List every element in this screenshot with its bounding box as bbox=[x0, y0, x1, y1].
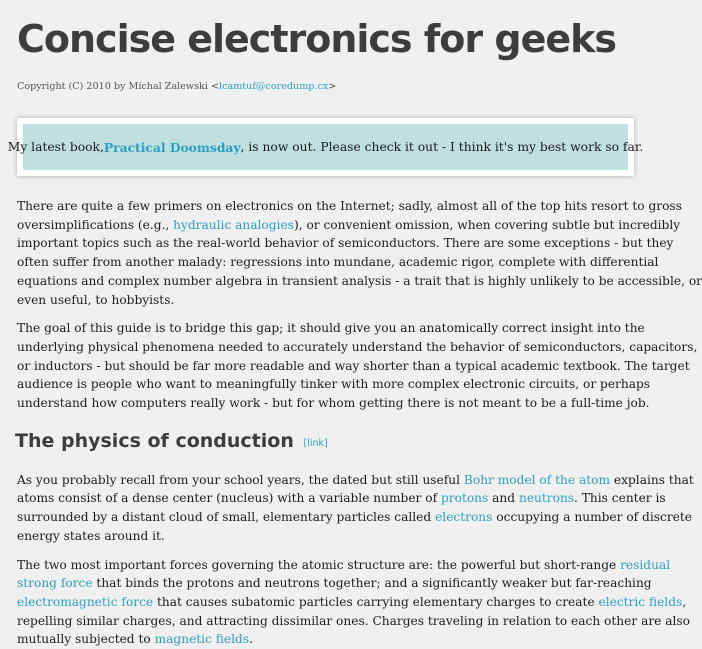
announcement-suffix: , is now out. Please check it out - I think it's my best work so far. bbox=[240, 140, 644, 154]
text-line bbox=[17, 593, 687, 612]
text-line: important topics such as the real-world behavior of semiconductors. There are some exceptions - but they bbox=[17, 236, 674, 251]
electric-fields-link[interactable]: electric fields bbox=[598, 594, 683, 609]
text-line bbox=[17, 630, 623, 649]
electromagnetic-force-link[interactable]: electromagnetic force bbox=[17, 594, 154, 609]
protons-link[interactable]: protons bbox=[440, 491, 489, 506]
copyright-line bbox=[17, 80, 623, 94]
intro-paragraph-1 bbox=[17, 197, 702, 309]
text-span: . bbox=[249, 632, 253, 647]
text-span: The two most important forces governing the atomic structure are: the powerful but short-range bbox=[17, 557, 621, 572]
text-span: explains that bbox=[610, 472, 694, 487]
text-line bbox=[17, 471, 694, 490]
text-span: mutually subjected to bbox=[17, 632, 155, 647]
neutrons-link[interactable]: neutrons bbox=[518, 491, 575, 506]
residual-strong-force-link[interactable]: residual bbox=[620, 557, 671, 572]
text-line bbox=[17, 556, 671, 575]
physics-paragraph-2 bbox=[17, 556, 691, 649]
text-span: surrounded by a distant cloud of small, elementary particles called bbox=[17, 510, 436, 525]
section-title: The physics of conduction bbox=[15, 429, 294, 452]
text-span: , bbox=[682, 594, 687, 609]
book-link[interactable]: Practical Doomsday bbox=[103, 139, 241, 155]
section-heading-physics bbox=[15, 428, 623, 457]
text-line: or inductors - but should be far more readable and way shorter than a typical academic textbook. The target bbox=[17, 358, 690, 373]
author-email-link[interactable]: lcamtuf@coredump.cx bbox=[219, 81, 329, 92]
text-line: repelling similar charges, and attracting dissimilar ones. Charges traveling in relation to each other are also bbox=[17, 613, 691, 628]
text-line bbox=[17, 216, 681, 235]
copyright-suffix: > bbox=[328, 81, 337, 92]
text-line: underlying physical phenomena needed to accurately understand the behavior of semiconductors, capacitors, bbox=[17, 339, 698, 354]
electrons-link[interactable]: electrons bbox=[435, 510, 493, 525]
text-line bbox=[17, 574, 652, 593]
physics-paragraph-1 bbox=[17, 471, 694, 546]
copyright-text: Copyright (C) 2010 by Michal Zalewski < bbox=[17, 81, 220, 92]
hydraulic-analogies-link[interactable]: hydraulic analogies bbox=[173, 217, 294, 232]
bohr-model-link[interactable]: Bohr model of the atom bbox=[463, 472, 611, 487]
text-span: that causes subatomic particles carrying elementary charges to create bbox=[153, 594, 599, 609]
announcement-prefix: My latest book, bbox=[7, 140, 104, 154]
text-line: energy states around it. bbox=[17, 528, 165, 543]
text-line: The goal of this guide is to bridge this gap; it should give you an anatomically correct insight into the bbox=[17, 321, 645, 336]
magnetic-fields-link[interactable]: magnetic fields bbox=[154, 632, 250, 647]
text-span: ), or convenient omission, when covering subtle but incredibly bbox=[293, 217, 681, 232]
text-line bbox=[17, 508, 692, 527]
book-announcement-box bbox=[7, 118, 644, 176]
text-span: occupying a number of discrete bbox=[492, 510, 692, 525]
book-announcement bbox=[7, 124, 644, 170]
text-line: often suffer from another malady: regressions into mundane, academic rigor, complete with differential bbox=[17, 255, 659, 270]
text-span: As you probably recall from your school years, the dated but still useful bbox=[17, 472, 464, 487]
text-line: equations and complex number algebra in transient analysis - a trait that is highly unlikely to be accessible, or bbox=[17, 273, 702, 288]
text-line bbox=[17, 489, 666, 508]
text-span: . This center is bbox=[574, 491, 666, 506]
intro-paragraph-2 bbox=[17, 319, 698, 413]
text-span: and bbox=[488, 491, 519, 506]
residual-strong-force-link-cont[interactable]: strong force bbox=[17, 576, 93, 591]
text-line: There are quite a few primers on electronics on the Internet; sadly, almost all of the top hits resort to gross bbox=[17, 199, 682, 213]
section-anchor-link[interactable]: [link] bbox=[303, 437, 328, 449]
text-line: even useful, to hobbyists. bbox=[17, 292, 175, 307]
text-span: oversimplifications (e.g., bbox=[17, 217, 174, 232]
page-title: Concise electronics for geeks bbox=[17, 17, 617, 61]
text-span: that binds the protons and neutrons together; and a significantly weaker but far-reaching bbox=[92, 576, 652, 591]
text-line: audience is people who want to meaningfully tinker with more complex electronic circuits, or perhaps bbox=[17, 377, 651, 392]
text-span: atoms consist of a dense center (nucleus) with a variable number of bbox=[17, 491, 441, 506]
text-line: understand how computers really work - but for whom getting there is not meant to be a full-time job. bbox=[17, 396, 650, 411]
